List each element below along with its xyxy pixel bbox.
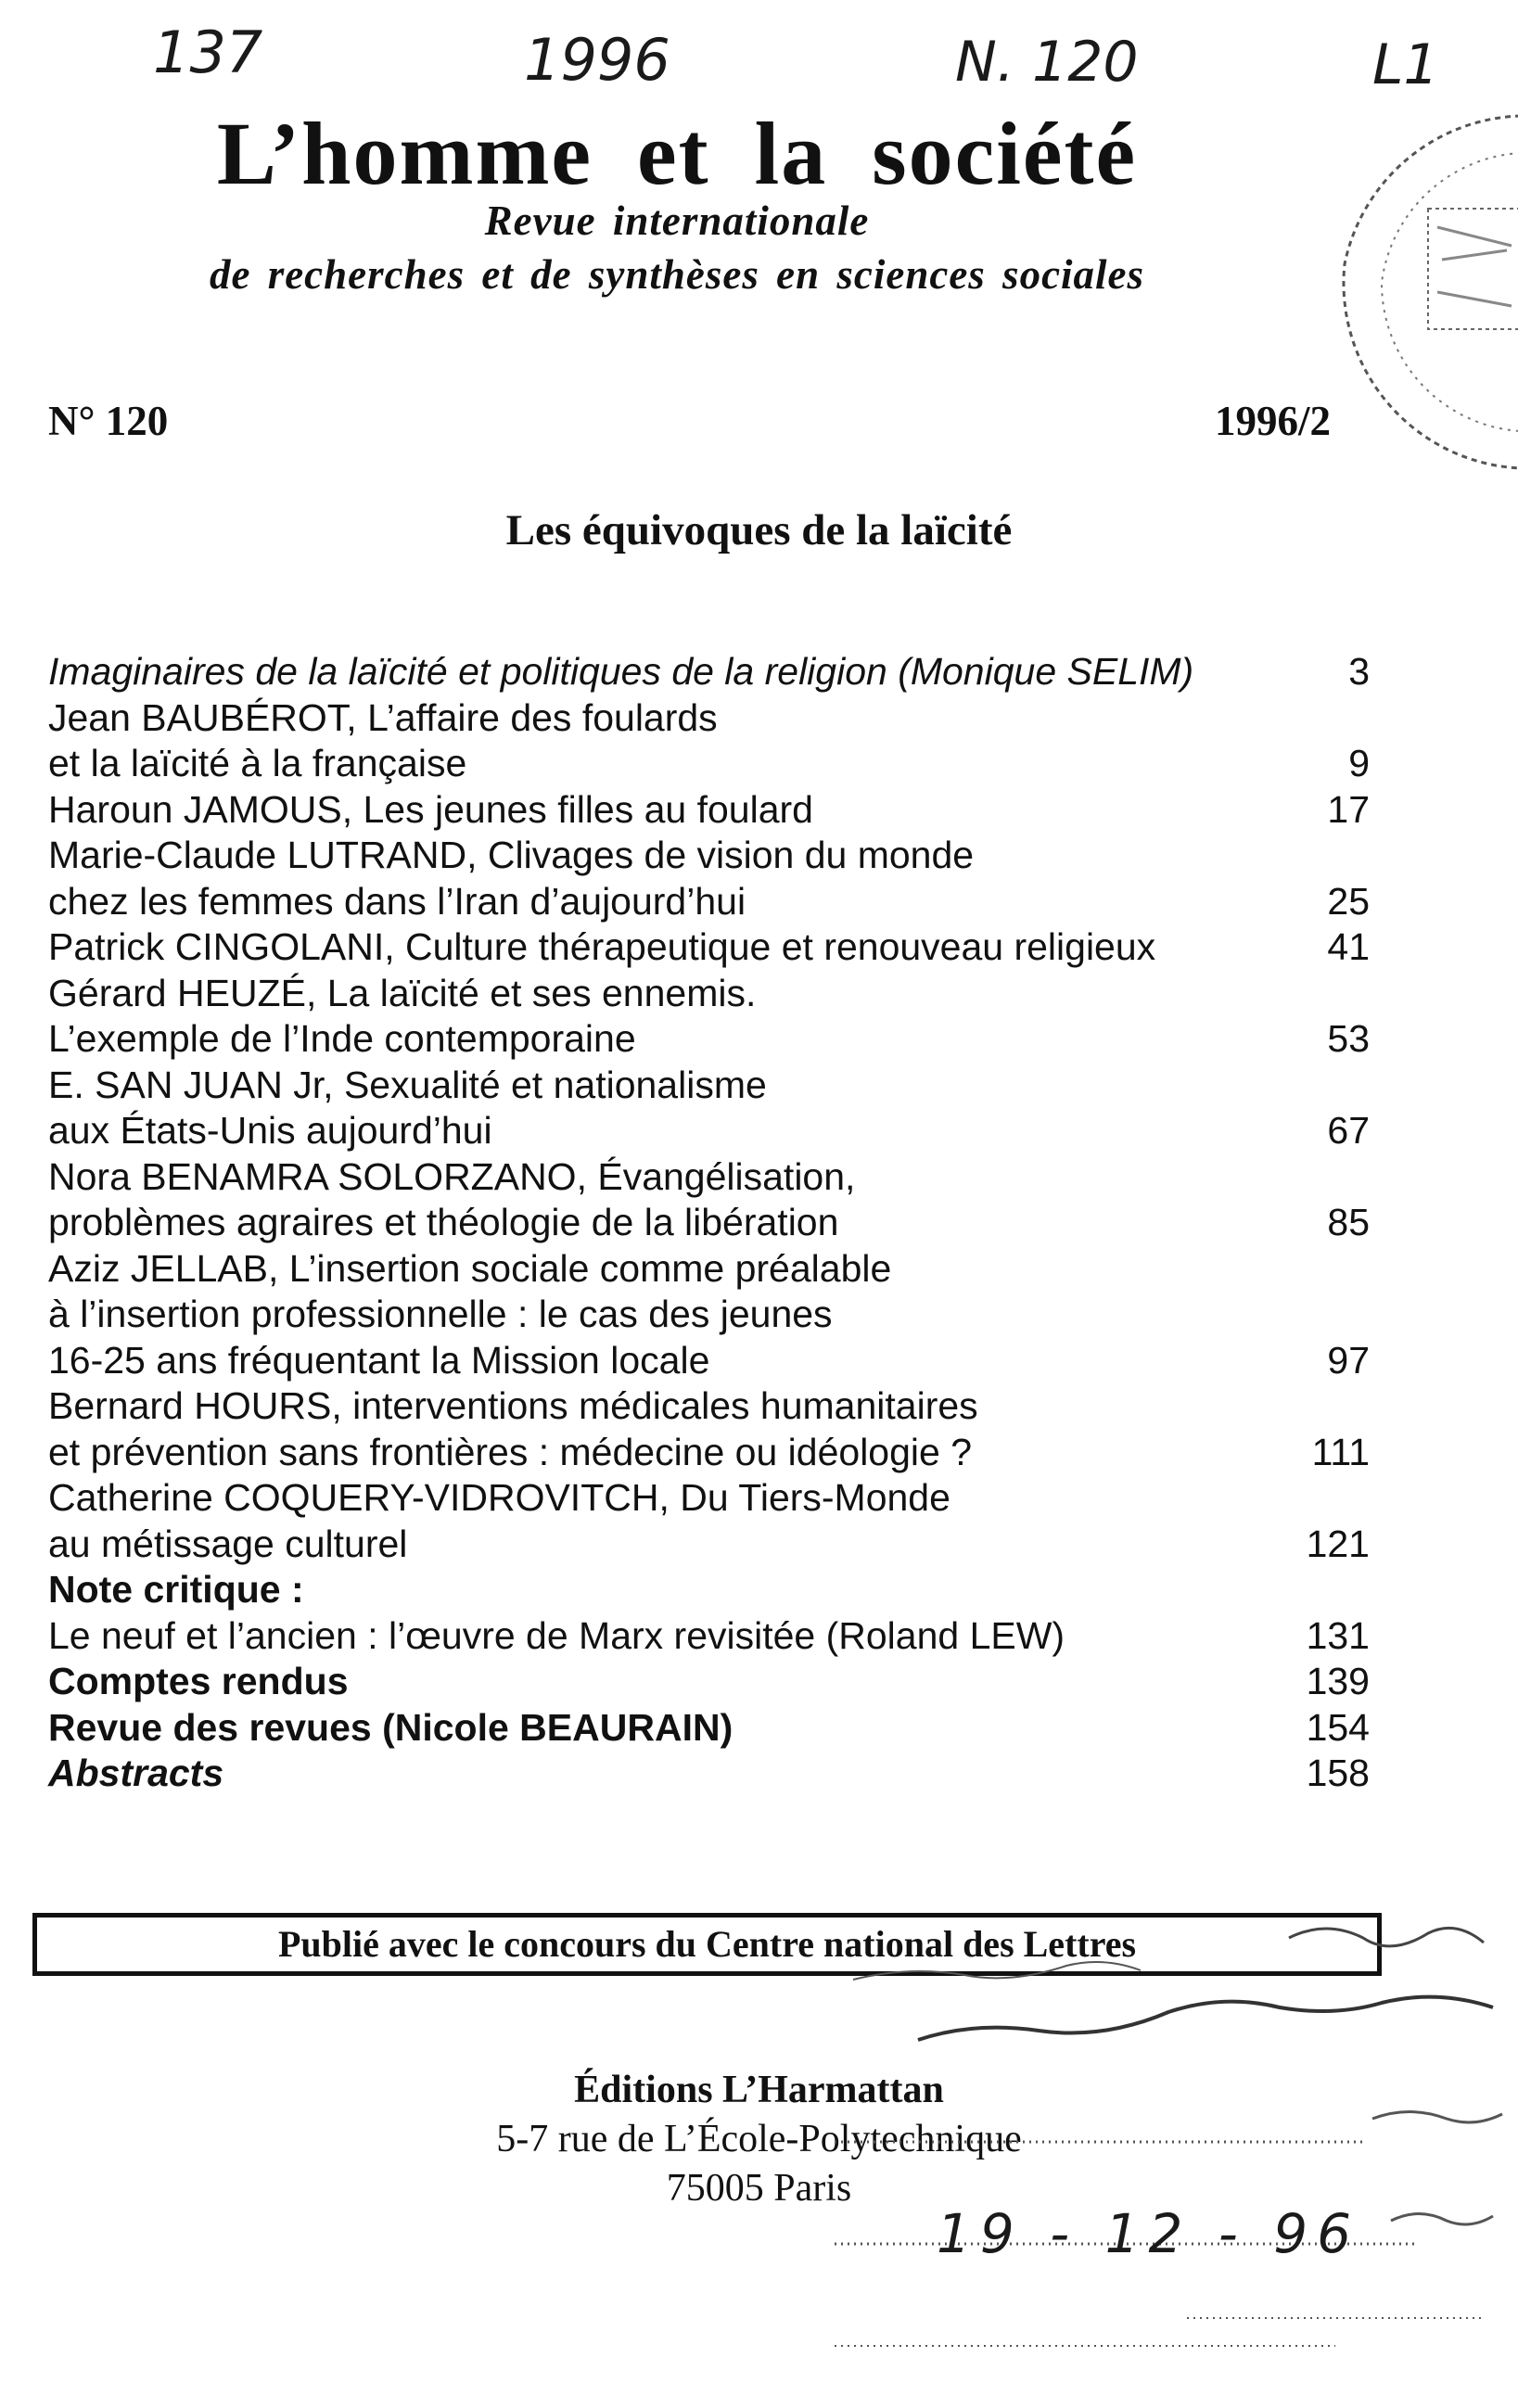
toc-entry-text: Haroun JAMOUS, Les jeunes filles au foulard — [48, 787, 813, 831]
toc-row — [48, 924, 1370, 971]
toc-entry-text: L’exemple de l’Inde contemporaine — [48, 1017, 636, 1060]
toc-entry-text: Aziz JELLAB, L’insertion sociale comme préalable — [48, 1246, 892, 1290]
toc-section-heading: Revue des revues (Nicole BEAURAIN) — [48, 1705, 733, 1749]
toc-page-number: 17 — [1327, 787, 1370, 831]
toc-entry-text: au métissage culturel — [48, 1522, 408, 1565]
toc-page-number: 97 — [1327, 1338, 1370, 1382]
toc-page-number: 131 — [1306, 1613, 1370, 1657]
toc-row — [48, 649, 1370, 695]
toc-entry-text: chez les femmes dans l’Iran d’aujourd’hui — [48, 879, 746, 923]
toc-page-number: 111 — [1311, 1430, 1370, 1473]
journal-subtitle-line1: Revue internationale — [484, 197, 870, 244]
toc-row — [48, 1567, 1370, 1613]
sponsor-notice: Publié avec le concours du Centre national des Lettres — [32, 1913, 1382, 1976]
arabic-library-stamp-icon — [835, 1910, 1518, 2355]
handwritten-note-1996: 1996 — [524, 26, 670, 94]
toc-row — [48, 1659, 1370, 1705]
toc-entry-text: et la laïcité à la française — [48, 742, 467, 784]
toc-page-number: 154 — [1306, 1705, 1370, 1749]
toc-entry-text: Jean BAUBÉROT, L’affaire des foulards — [48, 695, 718, 739]
handwritten-note-137: 137 — [153, 19, 263, 86]
toc-entry-text: Marie-Claude LUTRAND, Clivages de vision du monde — [48, 834, 975, 876]
toc-row — [48, 1751, 1370, 1797]
toc-row — [48, 1338, 1370, 1384]
toc-row — [48, 1200, 1370, 1246]
journal-title: L’homme et la société — [216, 104, 1138, 203]
toc-page-number: 158 — [1306, 1752, 1370, 1794]
toc-entry-text: 16-25 ans fréquentant la Mission locale — [48, 1338, 710, 1382]
journal-subtitle-line2: de recherches et de synthèses en sciences sociales — [209, 251, 1145, 298]
toc-row — [48, 833, 1370, 879]
issue-number: N° 120 — [48, 398, 169, 444]
toc-entry-text: Imaginaires de la laïcité et politiques de la religion (Monique SELIM) — [48, 650, 1194, 693]
handwritten-note-l1: L1 — [1372, 32, 1439, 97]
toc-row — [48, 1246, 1370, 1293]
toc-row — [48, 1613, 1370, 1660]
toc-entry-text: Gérard HEUZÉ, La laïcité et ses ennemis. — [48, 971, 757, 1014]
toc-page-number: 121 — [1306, 1522, 1370, 1565]
toc-row — [48, 1016, 1370, 1063]
toc-entry-text: Catherine COQUERY-VIDROVITCH, Du Tiers-Monde — [48, 1476, 950, 1519]
toc-entry-text: et prévention sans frontières : médecine ou idéologie ? — [48, 1430, 973, 1473]
toc-page-number: 53 — [1327, 1017, 1370, 1060]
toc-page-number: 25 — [1327, 879, 1370, 923]
handwritten-date-received: 19 - 12 - 96 — [937, 2202, 1361, 2265]
publisher-name: Éditions L’Harmattan — [574, 2069, 944, 2111]
toc-row — [48, 1522, 1370, 1568]
toc-row — [48, 695, 1370, 742]
toc-row — [48, 741, 1370, 787]
toc-row — [48, 787, 1370, 834]
publisher-address: 5-7 rue de L’École-Polytechnique — [496, 2118, 1022, 2160]
toc-page-number: 139 — [1306, 1660, 1370, 1702]
toc-entry-text: aux États-Unis aujourd’hui — [48, 1109, 492, 1152]
toc-section-heading: Comptes rendus — [48, 1660, 349, 1702]
toc-page-number: 85 — [1327, 1201, 1370, 1243]
toc-row — [48, 1430, 1370, 1476]
toc-page-number: 67 — [1327, 1109, 1370, 1152]
toc-row — [48, 1475, 1370, 1522]
toc-page-number: 9 — [1348, 742, 1370, 784]
issue-theme: Les équivoques de la laïcité — [505, 506, 1013, 554]
toc-entry-text: Bernard HOURS, interventions médicales humanitaires — [48, 1384, 978, 1427]
handwritten-note-issue: N. 120 — [955, 30, 1139, 95]
toc-row — [48, 1705, 1370, 1752]
toc-entry-text: E. SAN JUAN Jr, Sexualité et nationalisme — [48, 1063, 767, 1106]
toc-entry-text: Patrick CINGOLANI, Culture thérapeutique et renouveau religieux — [48, 925, 1156, 968]
toc-row — [48, 1383, 1370, 1430]
publisher-city: 75005 Paris — [666, 2167, 852, 2210]
toc-entry-text: Le neuf et l’ancien : l’œuvre de Marx revisitée (Roland LEW) — [48, 1613, 1065, 1657]
toc-row — [48, 1154, 1370, 1201]
toc-entry-text: problèmes agraires et théologie de la libération — [48, 1201, 839, 1243]
toc-row — [48, 879, 1370, 925]
toc-section-heading: Note critique : — [48, 1568, 304, 1611]
table-of-contents — [48, 649, 1370, 1797]
toc-row — [48, 1292, 1370, 1338]
toc-row — [48, 1063, 1370, 1109]
toc-row — [48, 971, 1370, 1017]
toc-entry-text: à l’insertion professionnelle : le cas des jeunes — [48, 1293, 833, 1335]
toc-row — [48, 1108, 1370, 1154]
toc-page-number: 41 — [1327, 925, 1370, 968]
toc-section-heading: Abstracts — [48, 1752, 224, 1794]
issue-date: 1996/2 — [1215, 398, 1332, 444]
toc-page-number: 3 — [1348, 650, 1370, 693]
toc-entry-text: Nora BENAMRA SOLORZANO, Évangélisation, — [48, 1154, 856, 1198]
